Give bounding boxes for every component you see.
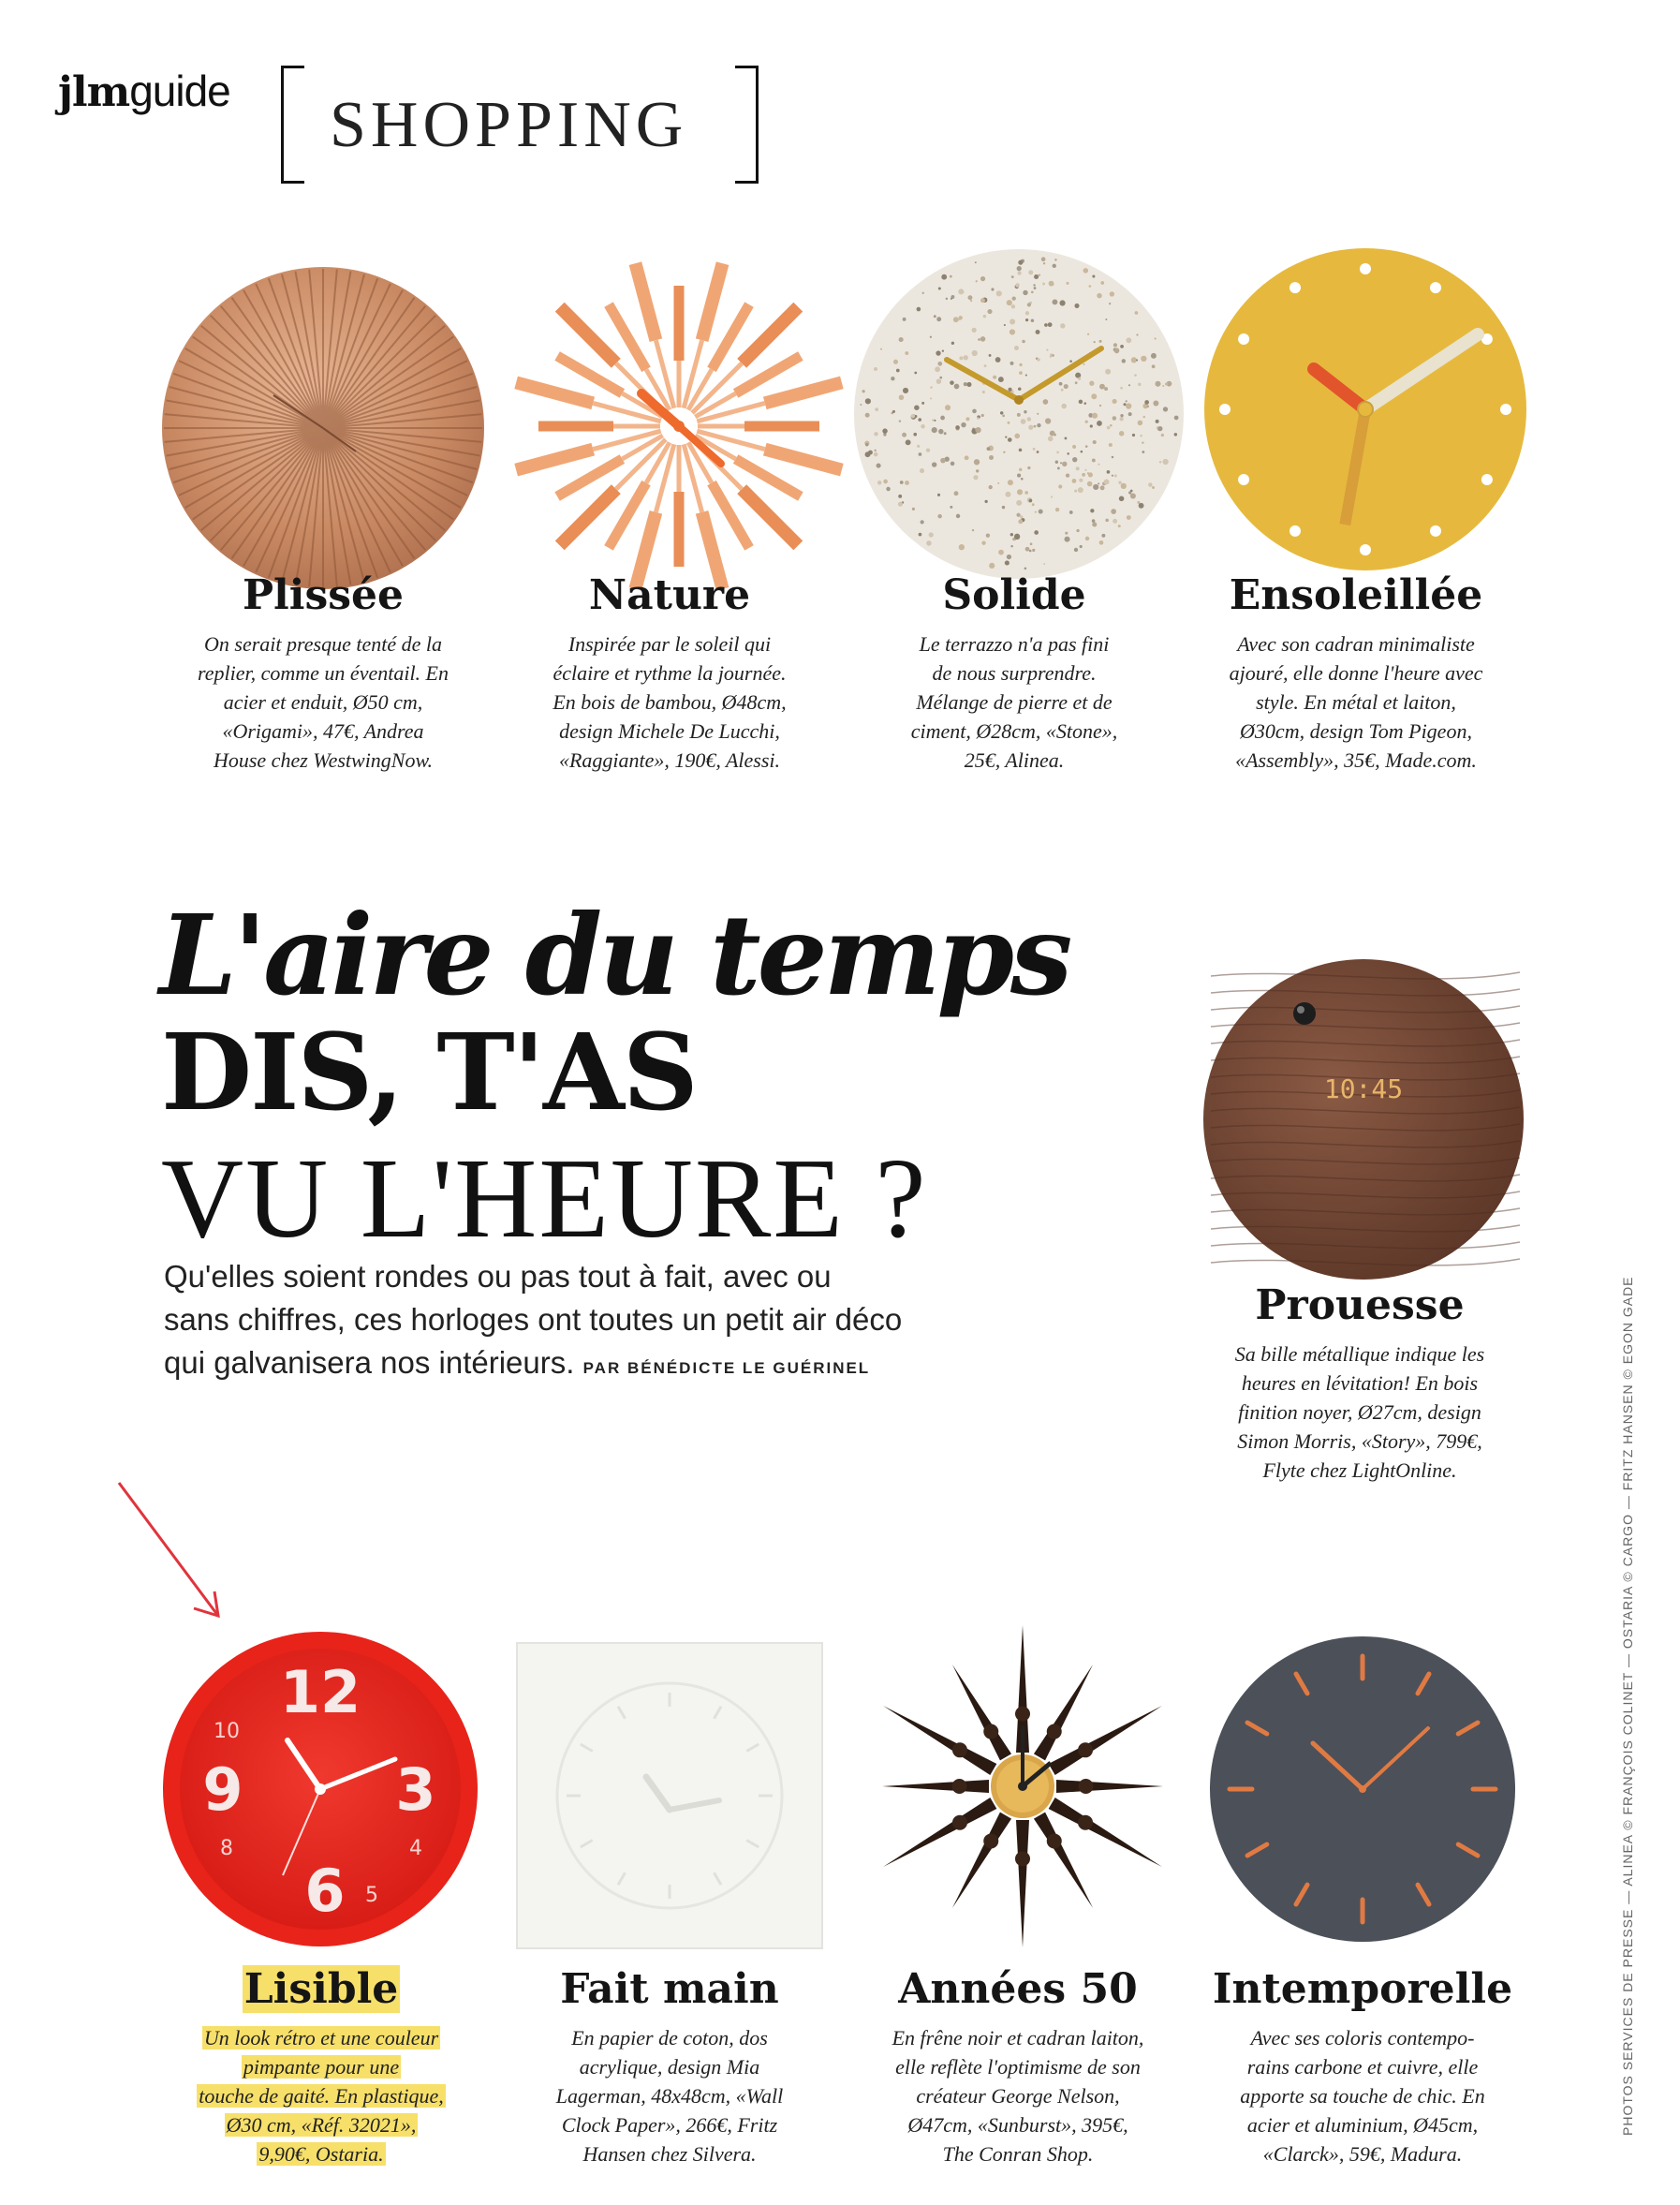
numeral-3: 3 (395, 1755, 436, 1824)
annees-50-clock-image (854, 1622, 1191, 1960)
solide-clock-image (850, 245, 1187, 583)
product-title-ensoleillee: Ensoleillée (1229, 571, 1483, 619)
photo-credits: PHOTOS SERVICES DE PRESSE — ALINEA © FRANÇOIS COLINET — OSTARIA © CARGO — FRITZ HANSEN © EGON GADE (1620, 1276, 1635, 2136)
product-title-annees-50: Années 50 (898, 1965, 1138, 2013)
product-desc-intemporelle: Avec ses coloris contempo- rains carbone et cuivre, elle apporte sa touche de chic. En acier et aluminium, Ø45cm, «Clarck», 59€, Madura. (1240, 2026, 1485, 2166)
product-title-lisible: Lisible (243, 1965, 399, 2013)
product-desc-plissee: On serait presque tenté de la replier, comme un éventail. En acier et enduit, Ø50 cm, «Origami», 47€, Andrea House chez WestwingNow. (198, 632, 449, 772)
nature-clock-image (506, 253, 852, 599)
headline-line3: VU L'HEURE ? (161, 1135, 928, 1262)
numeral-5: 5 (365, 1884, 378, 1907)
annotation-arrow-icon (108, 1475, 229, 1625)
brand-light: guide (129, 67, 230, 115)
product-title-prouesse: Prouesse (1255, 1281, 1465, 1329)
prouesse-clock-image (1201, 957, 1525, 1281)
numeral-10: 10 (214, 1720, 240, 1743)
product-desc-annees-50: En frêne noir et cadran laiton, elle reflète l'optimisme de son créateur George Nelson, Ø47cm, «Sunburst», 395€, The Conran Shop. (892, 2026, 1144, 2166)
product-desc-fait-main: En papier de coton, dos acrylique, design Mia Lagerman, 48x48cm, «Wall Clock Paper», 266€, Fritz Hansen chez Silvera. (555, 2026, 784, 2166)
ensoleillee-clock-image (1201, 245, 1529, 573)
product-desc-nature: Inspirée par le soleil qui éclaire et rythme la journée. En bois de bambou, Ø48cm, design Michele De Lucchi, «Raggiante», 190€, Alessi. (553, 632, 787, 772)
numeral-9: 9 (202, 1755, 243, 1824)
numeral-12: 12 (279, 1658, 361, 1726)
headline-line2: DIS, T'AS (161, 1012, 697, 1134)
intro-paragraph: Qu'elles soient rondes ou pas tout à fait, avec ou sans chiffres, ces horloges ont toutes un petit air déco qui galvanisera nos intérieurs. PAR BÉNÉDICTE LE GUÉRINEL (164, 1259, 903, 1380)
product-desc-lisible: Un look rétro et une couleur pimpante pour une touche de gaité. En plastique, Ø30 cm, «Réf. 32021», 9,90€, Ostaria. (199, 2026, 444, 2166)
product-title-solide: Solide (942, 571, 1086, 619)
right-bracket (735, 66, 759, 184)
product-title-plissee: Plissée (242, 571, 405, 619)
numeral-6: 6 (304, 1857, 346, 1925)
product-title-nature: Nature (588, 571, 751, 619)
section-heading (281, 66, 759, 183)
intemporelle-clock-image (1208, 1635, 1517, 1944)
product-desc-prouesse: Sa bille métallique indique les heures en lévitation! En bois finition noyer, Ø27cm, design Simon Morris, «Story», 799€, Flyte chez LightOnline. (1234, 1342, 1485, 1482)
product-title-intemporelle: Intemporelle (1212, 1965, 1513, 2013)
brand-bold: jlm (58, 68, 130, 116)
numeral-4: 4 (409, 1837, 422, 1860)
headline-italic: L'aire du temps (159, 890, 1069, 1020)
prouesse-led-display: 10:45 (1323, 1073, 1404, 1104)
product-desc-ensoleillee: Avec son cadran minimaliste ajouré, elle donne l'heure avec style. En métal et laiton, Ø30cm, design Tom Pigeon, «Assembly», 35€, Made.com. (1229, 632, 1483, 772)
fait-main-clock-image (515, 1641, 824, 1950)
plissee-clock-image (159, 264, 487, 592)
lisible-clock-image (161, 1630, 479, 1948)
brand-logo (58, 66, 230, 116)
product-title-fait-main: Fait main (560, 1965, 779, 2013)
byline: PAR BÉNÉDICTE LE GUÉRINEL (582, 1359, 871, 1377)
section-title: SHOPPING (330, 89, 688, 161)
numeral-8: 8 (220, 1837, 233, 1860)
product-desc-solide: Le terrazzo n'a pas fini de nous surprendre. Mélange de pierre et de ciment, Ø28cm, «Stone», 25€, Alinea. (910, 632, 1118, 772)
left-bracket (281, 66, 304, 184)
